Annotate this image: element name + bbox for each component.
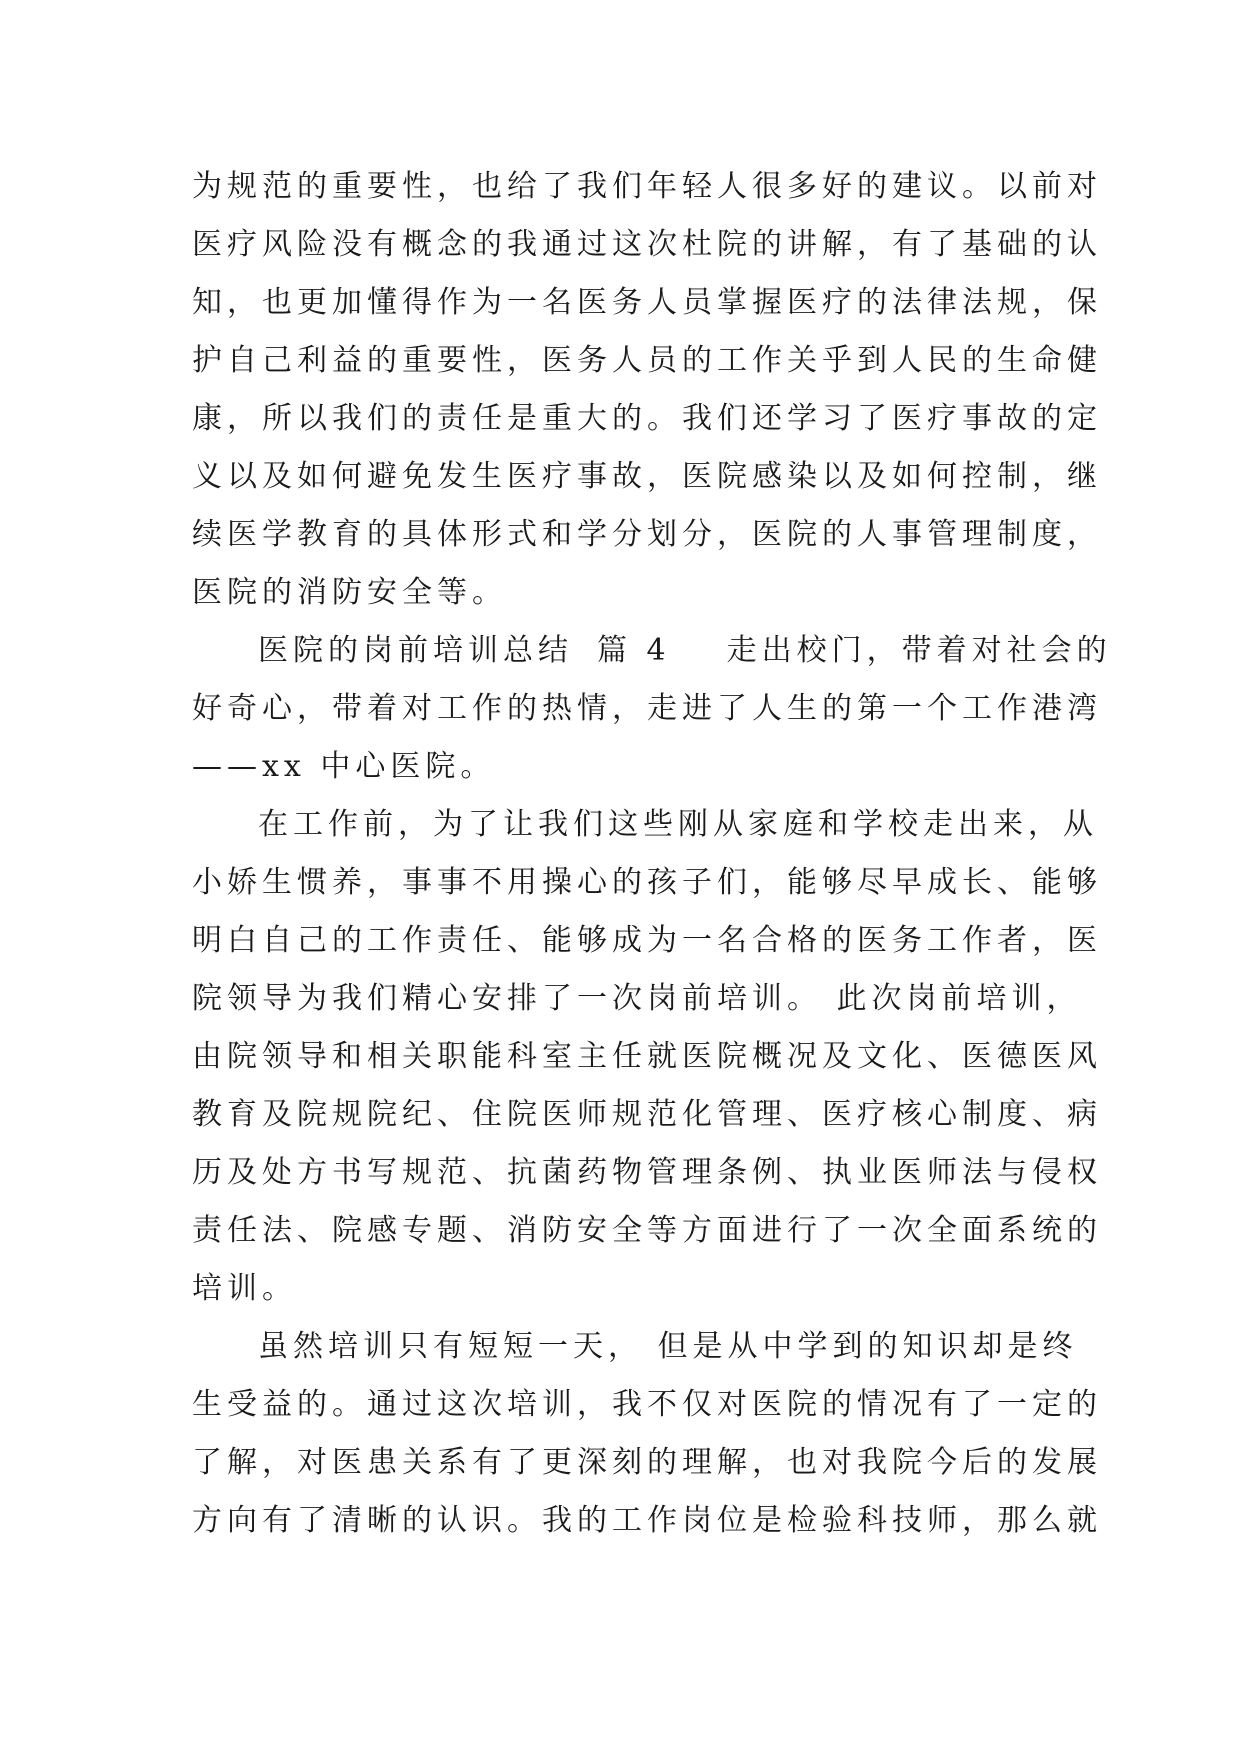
text-line: 了解，对医患关系有了更深刻的理解，也对我院今后的发展 [192, 1445, 1102, 1480]
paragraph-1 [192, 158, 1102, 622]
section-title: 医院的岗前培训总结 [258, 633, 573, 668]
paragraph-3 [192, 796, 1102, 1318]
text-line: 在工作前，为了让我们这些刚从家庭和学校走出来，从 [258, 807, 1098, 842]
text-line: 生受益的。通过这次培训，我不仅对医院的情况有了一定的 [192, 1387, 1102, 1422]
text-line: 好奇心，带着对工作的热情，走进了人生的第一个工作港湾 [192, 691, 1102, 726]
text-line: ——xx 中心医院。 [192, 749, 496, 784]
paragraph-4 [192, 1318, 1102, 1550]
text-line: 续医学教育的具体形式和学分划分，医院的人事管理制度， [192, 517, 1102, 552]
text-line: 康，所以我们的责任是重大的。我们还学习了医疗事故的定 [192, 401, 1102, 436]
text-line: 小娇生惯养，事事不用操心的孩子们，能够尽早成长、能够 [192, 865, 1102, 900]
text-line: 医院的消防安全等。 [192, 575, 507, 610]
text-line: 教育及院规院纪、住院医师规范化管理、医疗核心制度、病 [192, 1097, 1102, 1132]
text-line: 护自己利益的重要性，医务人员的工作关乎到人民的生命健 [192, 343, 1102, 378]
text-line: 虽然培训只有短短一天， 但是从中学到的知识却是终 [258, 1329, 1078, 1364]
section-heading-line [192, 622, 1112, 680]
text-line: 义以及如何避免发生医疗事故，医院感染以及如何控制，继 [192, 459, 1102, 494]
text-line: 为规范的重要性，也给了我们年轻人很多好的建议。以前对 [192, 169, 1102, 204]
text-line: 培训。 [192, 1271, 297, 1306]
text-line: 历及处方书写规范、抗菌药物管理条例、执业医师法与侵权 [192, 1155, 1102, 1190]
section-number: 篇 4 [597, 633, 671, 668]
text-line: 明白自己的工作责任、能够成为一名合格的医务工作者，医 [192, 923, 1102, 958]
text-line: 走出校门，带着对社会的 [726, 633, 1112, 668]
text-line: 方向有了清晰的认识。我的工作岗位是检验科技师，那么就 [192, 1503, 1102, 1538]
text-line: 知，也更加懂得作为一名医务人员掌握医疗的法律法规，保 [192, 285, 1102, 320]
document-body [192, 158, 1112, 1550]
text-line: 医疗风险没有概念的我通过这次杜院的讲解，有了基础的认 [192, 227, 1102, 262]
text-line: 由院领导和相关职能科室主任就医院概况及文化、医德医风 [192, 1039, 1102, 1074]
text-line: 责任法、院感专题、消防安全等方面进行了一次全面系统的 [192, 1213, 1102, 1248]
text-line: 院领导为我们精心安排了一次岗前培训。 此次岗前培训， [192, 981, 1082, 1016]
paragraph-2 [192, 622, 1112, 796]
